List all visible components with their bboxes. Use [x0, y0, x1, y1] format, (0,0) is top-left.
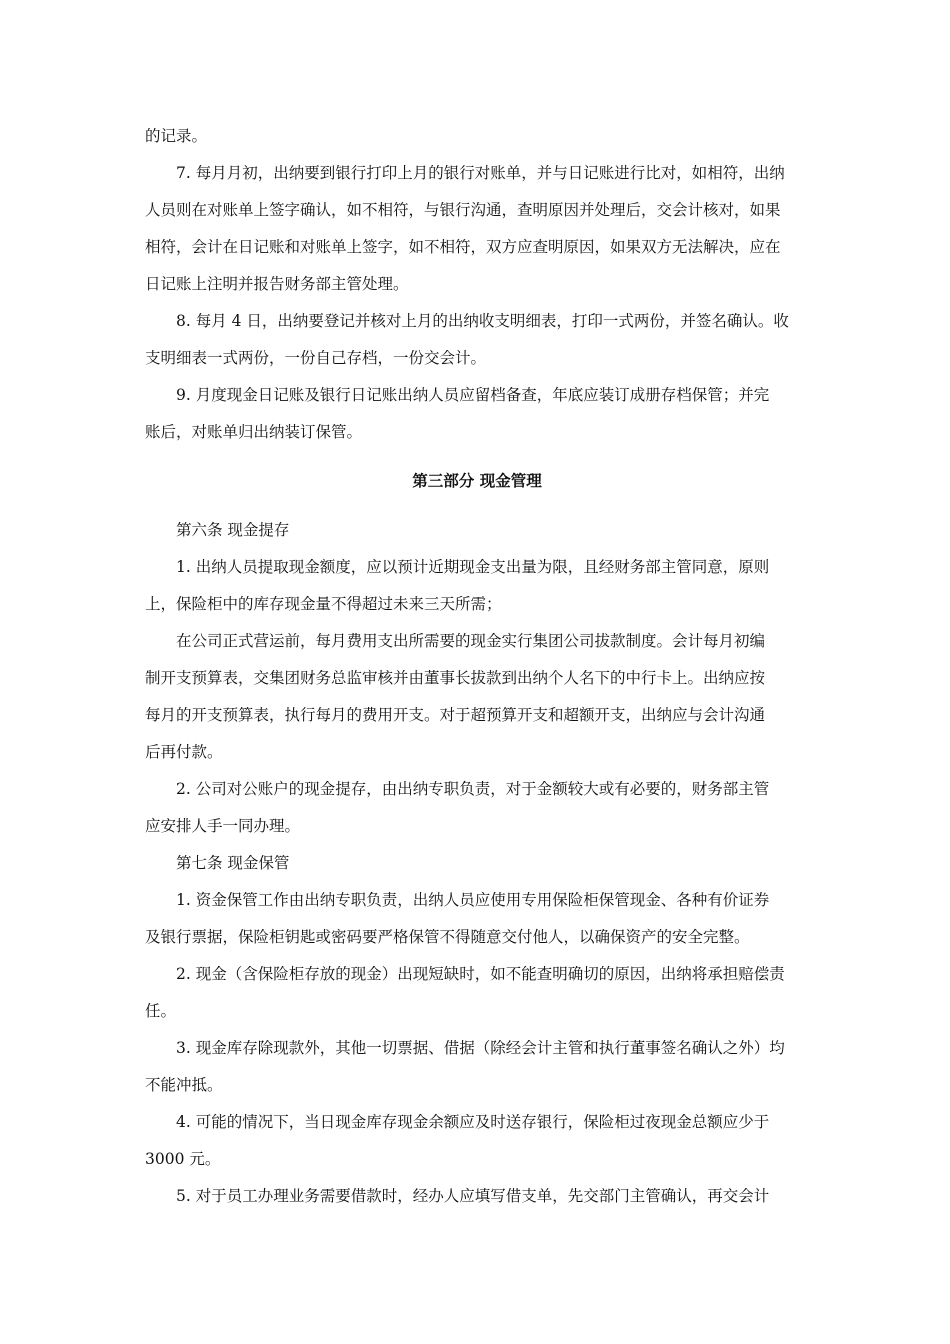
- article-heading: 第七条 现金保管: [176, 854, 290, 872]
- text-line: 7. 每月月初，出纳要到银行打印上月的银行对账单，并与日记账进行比对，如相符，出纳: [176, 164, 785, 182]
- text-line: 5. 对于员工办理业务需要借款时，经办人应填写借支单，先交部门主管确认，再交会计: [176, 1187, 770, 1205]
- text-line: 账后，对账单归出纳装订保管。: [145, 423, 363, 441]
- text-line: 相符，会计在日记账和对账单上签字，如不相符，双方应查明原因，如果双方无法解决，应在: [145, 238, 781, 256]
- text-line: 3. 现金库存除现款外，其他一切票据、借据（除经会计主管和执行董事签名确认之外）均: [176, 1039, 785, 1057]
- text-line: 9. 月度现金日记账及银行日记账出纳人员应留档备查，年底应装订成册存档保管；并完: [176, 386, 770, 404]
- text-line: 制开支预算表，交集团财务总监审核并由董事长拔款到出纳个人名下的中行卡上。出纳应按: [145, 669, 766, 687]
- section-title: 第三部分 现金管理: [412, 472, 542, 490]
- text-line: 及银行票据，保险柜钥匙或密码要严格保管不得随意交付他人，以确保资产的安全完整。: [145, 928, 750, 946]
- text-line: 任。: [145, 1002, 177, 1020]
- text-line: 上，保险柜中的库存现金量不得超过未来三天所需；: [145, 595, 502, 613]
- text-line: 3000 元。: [145, 1150, 221, 1168]
- text-line: 每月的开支预算表，执行每月的费用开支。对于超预算开支和超额开支，出纳应与会计沟通: [145, 706, 766, 724]
- text-line: 2. 公司对公账户的现金提存，由出纳专职负责，对于金额较大或有必要的，财务部主管: [176, 780, 770, 798]
- text-line: 支明细表一式两份，一份自己存档，一份交会计。: [145, 349, 487, 367]
- text-line: 应安排人手一同办理。: [145, 817, 301, 835]
- text-line: 2. 现金（含保险柜存放的现金）出现短缺时，如不能查明确切的原因，出纳将承担赔偿责: [176, 965, 785, 983]
- text-line: 的记录。: [145, 127, 208, 145]
- text-line: 1. 资金保管工作由出纳专职负责，出纳人员应使用专用保险柜保管现金、各种有价证券: [176, 891, 770, 909]
- text-line: 1. 出纳人员提取现金额度，应以预计近期现金支出量为限，且经财务部主管同意，原则: [176, 558, 770, 576]
- text-line: 8. 每月 4 日，出纳要登记并核对上月的出纳收支明细表，打印一式两份，并签名确认。收: [176, 312, 789, 330]
- text-line: 人员则在对账单上签字确认，如不相符，与银行沟通，查明原因并处理后，交会计核对，如果: [145, 201, 781, 219]
- article-heading: 第六条 现金提存: [176, 521, 290, 539]
- document-page: [145, 118, 809, 1215]
- text-line: 日记账上注明并报告财务部主管处理。: [145, 275, 409, 293]
- text-line: 4. 可能的情况下，当日现金库存现金余额应及时送存银行，保险柜过夜现金总额应少于: [176, 1113, 770, 1131]
- text-line: 后再付款。: [145, 743, 223, 761]
- text-block-after: [145, 512, 809, 1215]
- text-block-before: [145, 118, 809, 451]
- text-line: 不能冲抵。: [145, 1076, 223, 1094]
- text-line: 在公司正式营运前，每月费用支出所需要的现金实行集团公司拔款制度。会计每月初编: [176, 632, 766, 650]
